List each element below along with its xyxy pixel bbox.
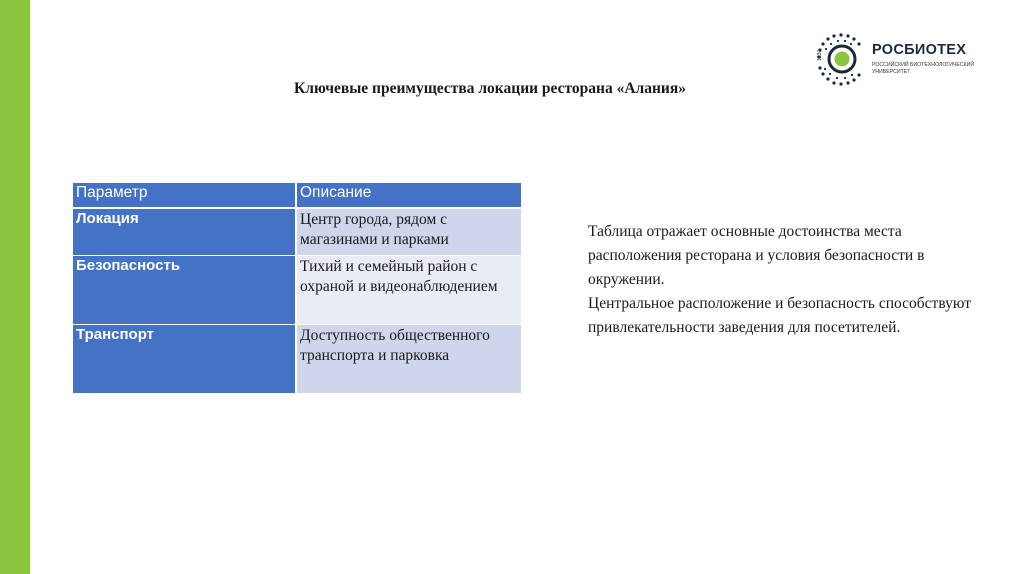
parameters-table [73,183,521,393]
table-cell-param: Безопасность [73,256,296,325]
page-title: Ключевые преимущества локации ресторана «Алания» [294,80,686,97]
logo-subtitle: РОССИЙСКИЙ БИОТЕХНОЛОГИЧЕСКИЙ УНИВЕРСИТЕТ [872,62,975,75]
side-paragraph-1: Таблица отражает основные достоинства места расположения ресторана и условия безопасности в окружении. [588,223,925,288]
side-description [588,220,978,340]
side-paragraph-2: Центральное расположение и безопасность способствуют привлекательности заведения для посетителей. [588,295,972,336]
table-row [73,256,521,325]
table-row [73,325,521,394]
table-cell-desc: Центр города, рядом с магазинами и парками [296,208,521,256]
table-header-row [73,183,521,208]
table-cell-desc: Тихий и семейный район с охраной и видеонаблюдением [296,256,521,325]
table-cell-desc: Доступность общественного транспорта и парковка [296,325,521,394]
table-header-param: Параметр [73,183,296,208]
university-logo [812,30,1012,90]
logo-year: 1930 [817,49,823,61]
accent-bar [0,0,30,574]
table-cell-param: Транспорт [73,325,296,394]
logo-name: РОСБИОТЕХ [872,42,967,58]
table-cell-param: Локация [73,208,296,256]
table-row [73,208,521,256]
table-header-desc: Описание [296,183,521,208]
